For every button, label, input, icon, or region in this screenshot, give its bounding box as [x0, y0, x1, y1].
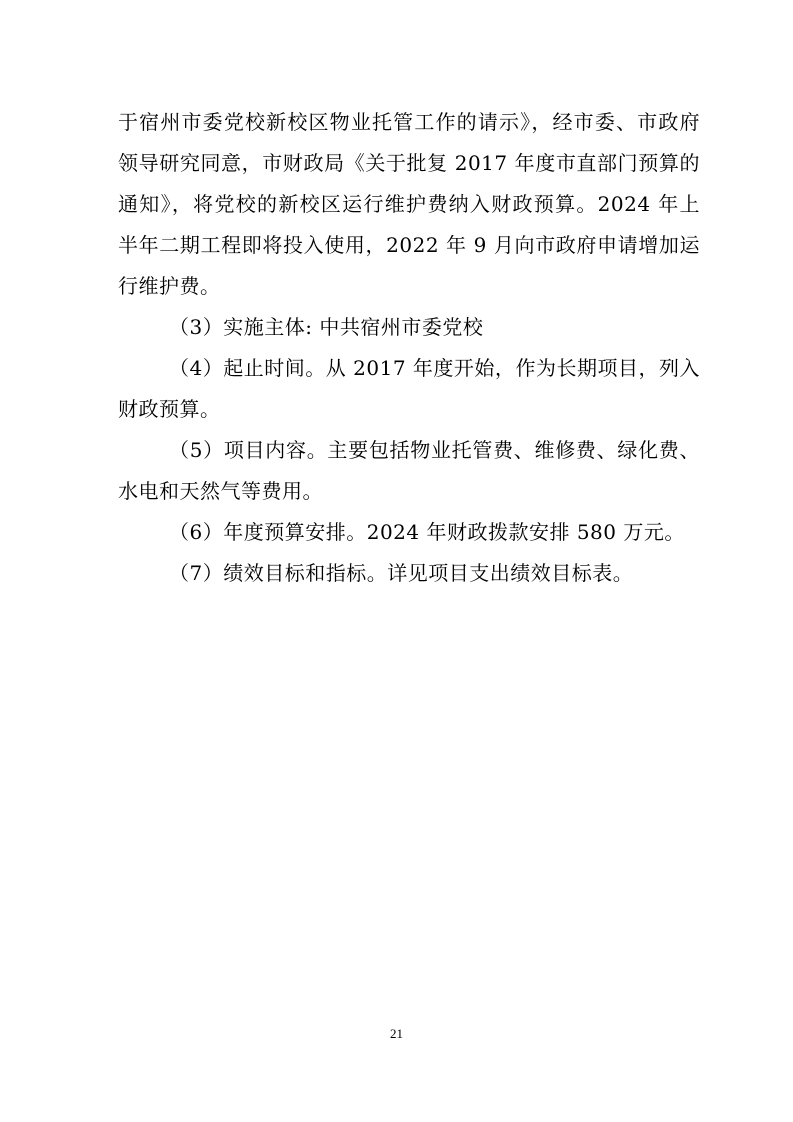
paragraph-time-period: （4）起止时间。从 2017 年度开始，作为长期项目，列入财政预算。 [118, 356, 700, 421]
paragraph-project-content: （5）项目内容。主要包括物业托管费、维修费、绿化费、水电和天然气等费用。 [118, 438, 700, 503]
paragraph-annual-budget: （6）年度预算安排。2024 年财政拨款安排 580 万元。 [169, 520, 685, 544]
page-number: 21 [390, 1026, 403, 1041]
paragraph-continuation: 于宿州市委党校新校区物业托管工作的请示》，经市委、市政府领导研究同意，市财政局《关于批复 2017 年度市直部门预算的通知》，将党校的新校区运行维护费纳入财政预算。2024 年上半年二期工程即将投入使用，2022 年 9 月向市政府申请增加运行维护费。 [118, 110, 700, 298]
paragraph-performance-targets: （7）绩效目标和指标。详见项目支出绩效目标表。 [169, 561, 634, 585]
document-body [118, 102, 700, 594]
paragraph-implementing-entity: （3）实施主体: 中共宿州市委党校 [169, 315, 484, 339]
